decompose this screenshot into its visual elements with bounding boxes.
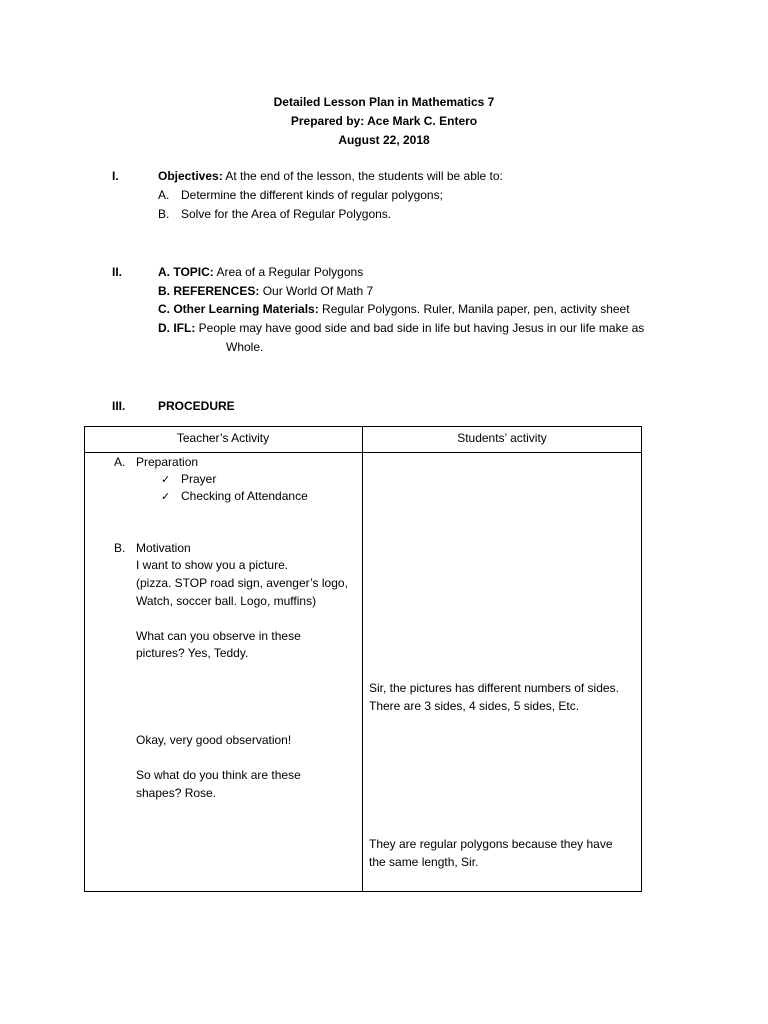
motivation-title: Motivation xyxy=(136,541,191,555)
student-answer-line: Sir, the pictures has different numbers of sides. xyxy=(369,681,619,695)
question-line: shapes? Rose. xyxy=(136,786,217,800)
question-line: pictures? Yes, Teddy. xyxy=(136,646,249,660)
ifl-text: People may have good side and bad side in life but having Jesus in our life make as xyxy=(198,321,645,335)
section-2-numeral: II. xyxy=(112,265,123,279)
references-line xyxy=(158,284,373,298)
preparation-title: Preparation xyxy=(136,455,199,469)
materials-text: Regular Polygons. Ruler, Manila paper, pen, activity sheet xyxy=(322,302,630,316)
student-answer-line: the same length, Sir. xyxy=(369,855,479,869)
objectives-label: Objectives: xyxy=(158,169,223,183)
materials-label: C. Other Learning Materials: xyxy=(158,302,319,316)
motivation-line: (pizza. STOP road sign, avenger’s logo, xyxy=(136,576,348,590)
ifl-continuation: Whole. xyxy=(226,340,264,354)
document-date: August 22, 2018 xyxy=(338,133,430,147)
objective-letter: B. xyxy=(158,207,170,221)
objective-item: Determine the different kinds of regular polygons; xyxy=(181,188,443,202)
table-header-divider xyxy=(85,452,641,453)
objective-letter: A. xyxy=(158,188,170,202)
procedure-label: PROCEDURE xyxy=(158,399,235,413)
topic-label: A. TOPIC: xyxy=(158,265,214,279)
section-3-numeral: III. xyxy=(112,399,126,413)
prepared-by: Prepared by: Ace Mark C. Entero xyxy=(290,114,478,128)
motivation-line: Watch, soccer ball. Logo, muffins) xyxy=(136,594,317,608)
ifl-label: D. IFL: xyxy=(158,321,196,335)
students-activity-header: Students’ activity xyxy=(457,431,547,445)
student-answer-line: There are 3 sides, 4 sides, 5 sides, Etc. xyxy=(369,699,580,713)
motivation-letter: B. xyxy=(114,541,126,555)
objectives-line xyxy=(158,169,503,183)
topic-text: Area of a Regular Polygons xyxy=(216,265,364,279)
checkmark-icon: ✓ xyxy=(161,473,171,486)
materials-line xyxy=(158,302,630,316)
document-title: Detailed Lesson Plan in Mathematics 7 xyxy=(273,95,495,109)
objective-item: Solve for the Area of Regular Polygons. xyxy=(181,207,392,221)
check-item: Prayer xyxy=(181,472,217,486)
references-label: B. REFERENCES: xyxy=(158,284,260,298)
question-line: What can you observe in these xyxy=(136,629,301,643)
topic-line xyxy=(158,265,363,279)
teacher-response: Okay, very good observation! xyxy=(136,733,292,747)
motivation-line: I want to show you a picture. xyxy=(136,558,289,572)
student-answer-line: They are regular polygons because they have xyxy=(369,837,613,851)
teacher-activity-header: Teacher’s Activity xyxy=(176,431,270,445)
preparation-letter: A. xyxy=(114,455,126,469)
references-text: Our World Of Math 7 xyxy=(262,284,374,298)
question-line: So what do you think are these xyxy=(136,768,301,782)
objectives-text: At the end of the lesson, the students will be able to: xyxy=(225,169,503,183)
check-item: Checking of Attendance xyxy=(181,489,308,503)
checkmark-icon: ✓ xyxy=(161,490,171,503)
section-1-numeral: I. xyxy=(112,169,119,183)
table-column-divider xyxy=(362,427,363,891)
ifl-line xyxy=(158,321,644,335)
